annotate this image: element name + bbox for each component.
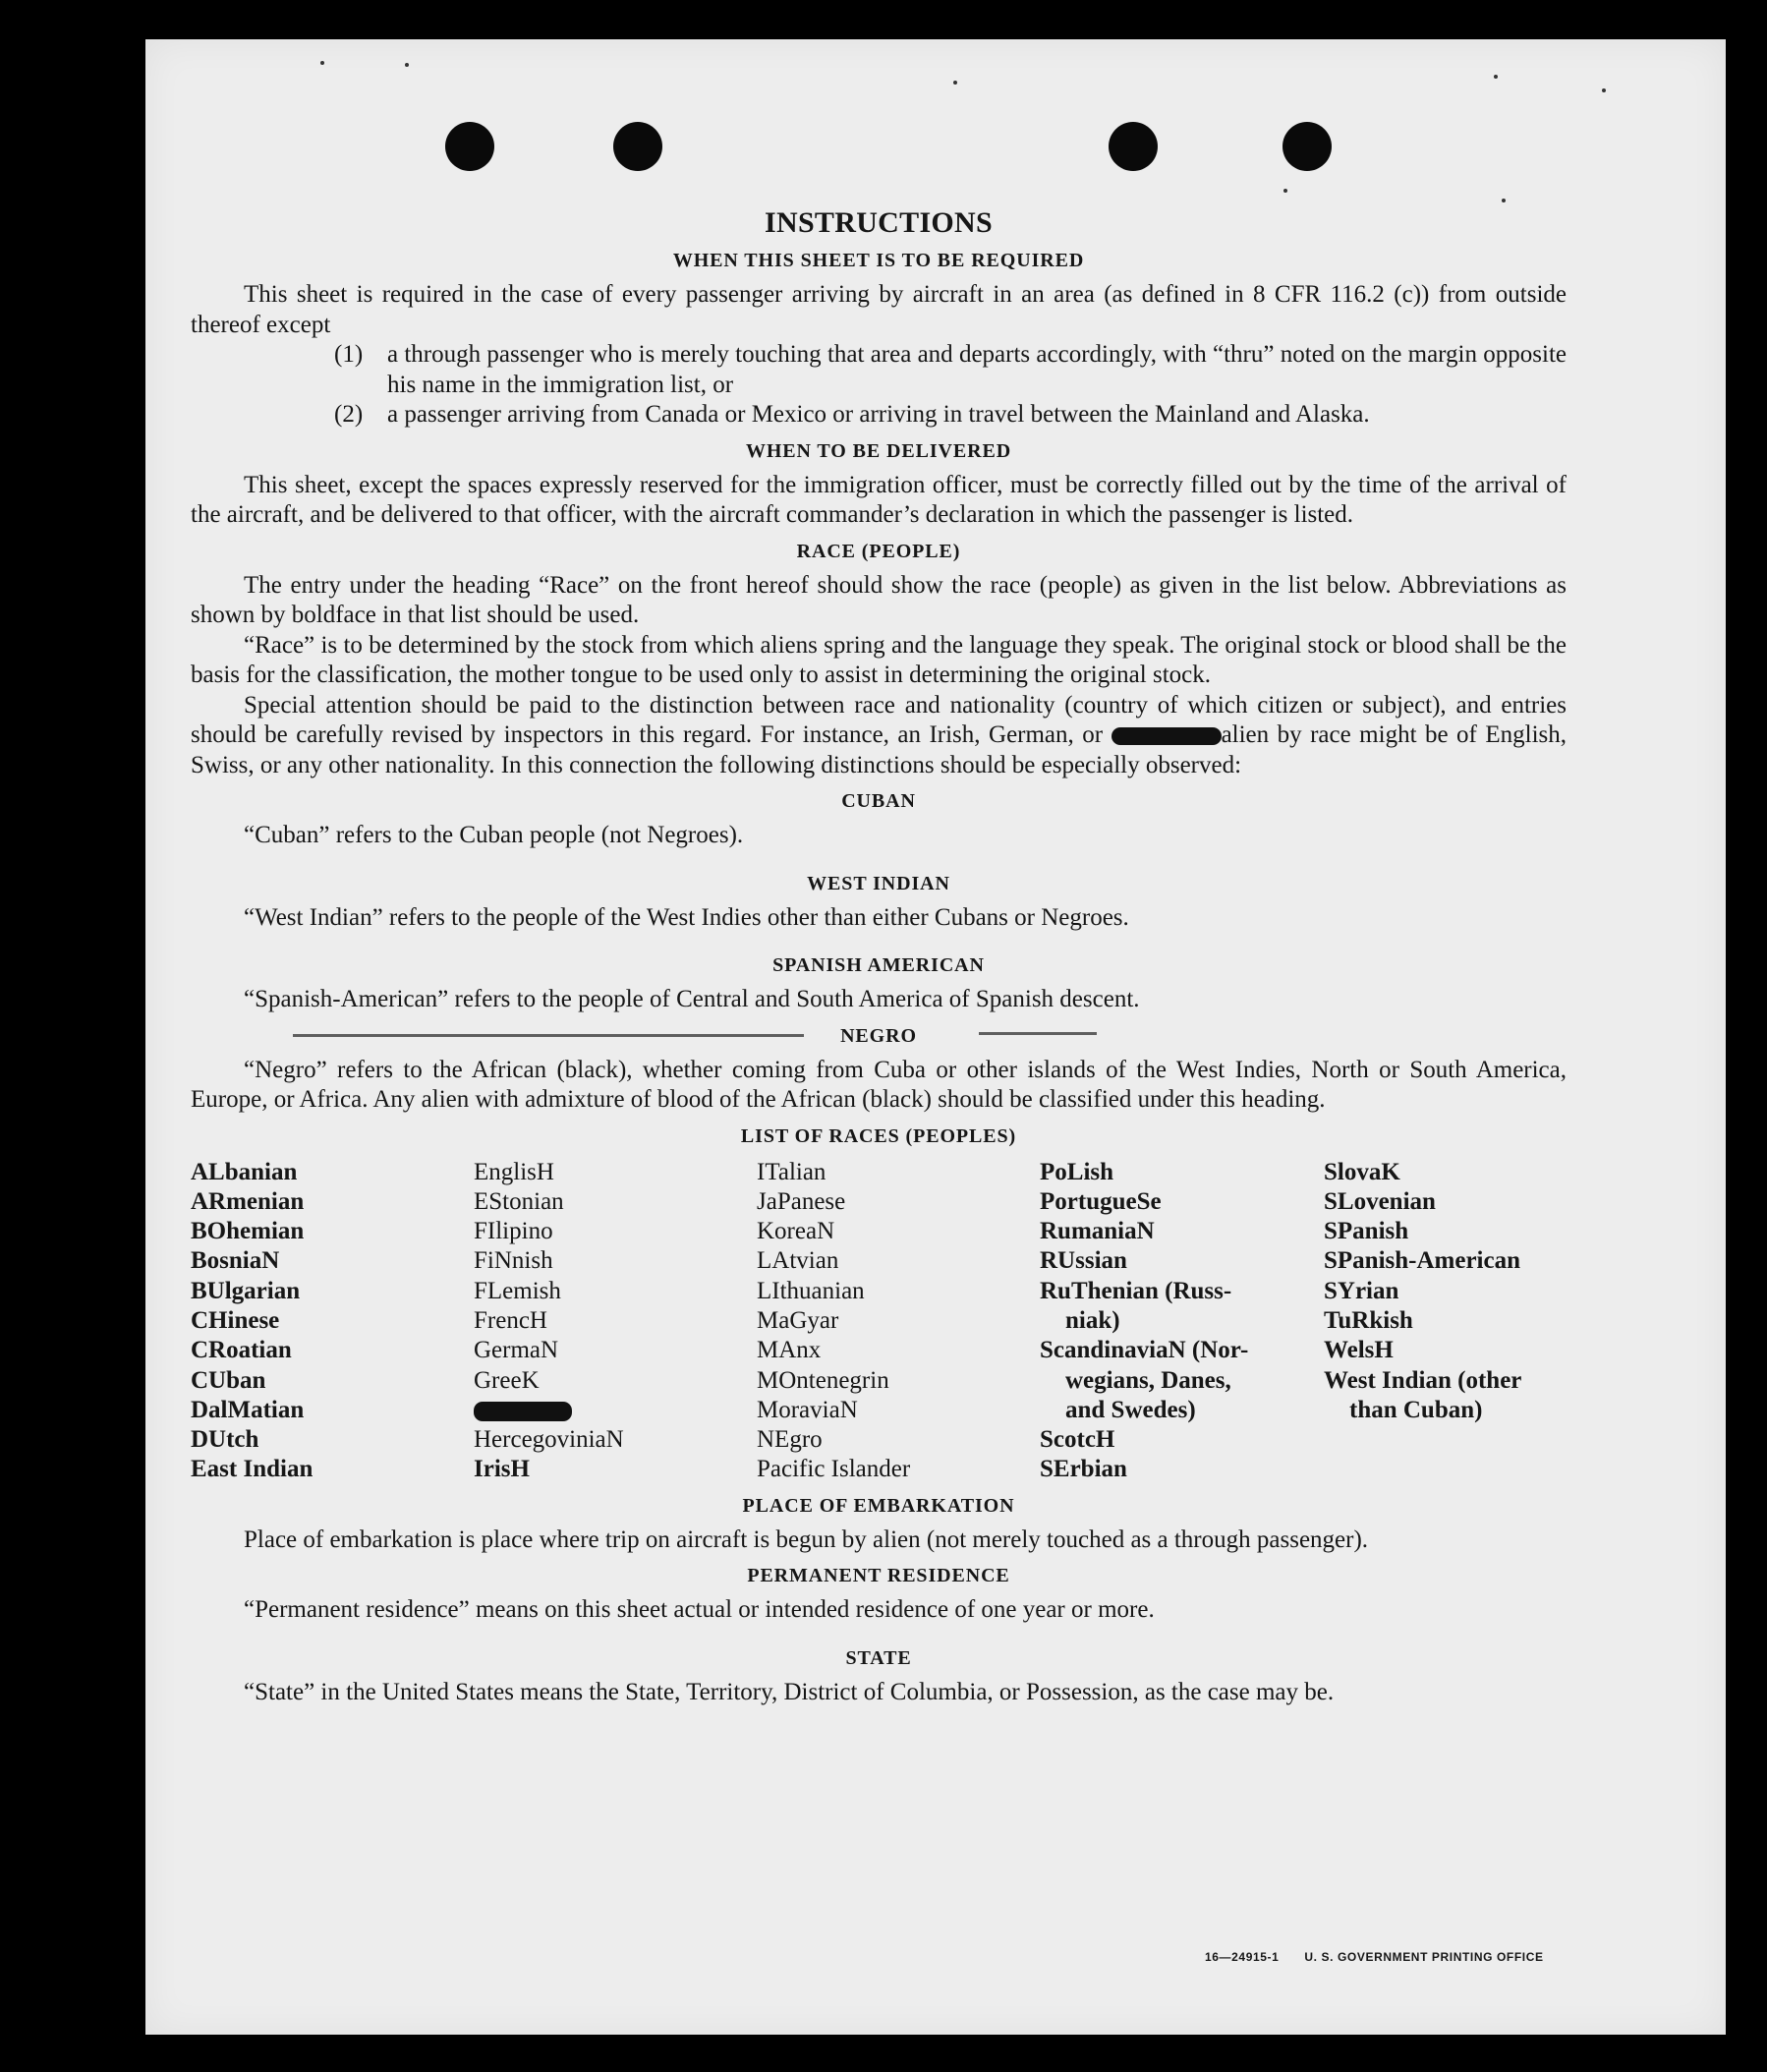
race-entry: MAnx [757,1337,822,1364]
west-indian-text: “West Indian” refers to the people of the West Indies other than either Cubans or Negroes. [244,903,1129,931]
place-of-embarkation-text: Place of embarkation is place where trip on aircraft is begun by alien (not merely touched as a through passenger). [244,1525,1369,1553]
race-entry: ScandinaviaN (Nor- [1040,1337,1249,1364]
punch-hole [613,122,662,171]
race-entry: FrencH [474,1306,547,1334]
form-number: 16—24915-1 [1205,1950,1280,1964]
speck [320,61,324,65]
when-required-text: This sheet is required in the case of every passenger arriving by aircraft in an area (as defined in 8 CFR 116.2 (c)) from outside thereof except [191,281,1567,338]
negro-text: “Negro” refers to the African (black), whether coming from Cuba or other islands of the West Indies, North or South America, Europe, or Africa. Any alien with admixture of blood of the African (black) should be classified under this heading. [191,1056,1567,1113]
race-paragraph: Special attention should be paid to the distinction between race and nationality (country of which citizen or subject), and entries should be carefully revised by inspectors in this regard. For instance, an Irish, German, or alien by race might be of English, Swiss, or any other nationality. In this connection the following distinctions should be especially observed: [191,691,1567,778]
state-text: “State” in the United States means the State, Territory, District of Columbia, or Possession, as the case may be. [244,1678,1335,1705]
race-entry: CHinese [191,1306,280,1334]
race-entry: BosniaN [191,1247,280,1275]
speck [1283,189,1287,193]
document-page [145,39,1726,2035]
race-entry: PoLish [1040,1158,1114,1185]
race-entry: niak) [1065,1306,1120,1334]
redaction-mark [474,1402,572,1421]
race-entry: CRoatian [191,1337,292,1364]
race-entry: ALbanian [191,1158,298,1185]
race-entry: TuRkish [1324,1306,1413,1334]
race-entry: MOntenegrin [757,1366,889,1394]
race-column [191,1158,474,1485]
race-entry: SlovaK [1324,1158,1400,1185]
speck [953,81,957,85]
race-paragraph: The entry under the heading “Race” on the front hereof should show the race (people) as given in the list below. Abbreviations as shown by boldface in that list should be used. [191,571,1567,628]
race-entry: ITalian [757,1158,826,1185]
race-entry: FIlipino [474,1218,553,1245]
race-entry: ScotcH [1040,1426,1115,1454]
race-entry: FiNnish [474,1247,553,1275]
race-entry: ARmenian [191,1187,305,1215]
heading-spanish-american: SPANISH AMERICAN [772,954,985,976]
race-entry: GermaN [474,1337,559,1364]
spanish-american-text: “Spanish-American” refers to the people of Central and South America of Spanish descent. [244,986,1140,1012]
heading-place-of-embarkation: PLACE OF EMBARKATION [742,1494,1015,1517]
race-entry: West Indian (other [1324,1366,1522,1394]
race-entry: SPanish-American [1324,1247,1520,1275]
speck [1602,88,1606,92]
race-entry: JaPanese [757,1187,846,1215]
speck [1502,199,1506,202]
race-entry: NEgro [757,1426,823,1454]
race-entry: KoreaN [757,1218,835,1245]
race-entry: SPanish [1324,1218,1409,1245]
speck [405,63,409,67]
heading-when-required: WHEN THIS SHEET IS TO BE REQUIRED [672,250,1085,271]
race-list [191,1158,1567,1485]
permanent-residence-text: “Permanent residence” means on this sheet actual or intended residence of one year or more. [244,1596,1155,1624]
race-entry: DUtch [191,1426,259,1454]
print-footer [1205,1950,1569,1964]
redaction-mark [1112,727,1222,745]
race-entry: HercegoviniaN [474,1426,624,1454]
exception-list [191,340,1567,431]
race-entry: RuThenian (Russ- [1040,1277,1232,1304]
race-entry: EnglisH [474,1158,554,1185]
race-entry: WelsH [1324,1337,1394,1364]
punch-hole [1109,122,1158,171]
race-entry: LIthuanian [757,1277,865,1304]
heading-negro: NEGRO [840,1024,917,1047]
page-title: INSTRUCTIONS [765,206,993,239]
race-entry: SErbian [1040,1456,1127,1483]
punch-hole [1282,122,1332,171]
race-entry: PortugueSe [1040,1187,1162,1215]
race-entry: BUlgarian [191,1277,301,1304]
instructions-content [191,206,1567,1707]
race-entry: IrisH [474,1456,530,1483]
race-entry: MaGyar [757,1306,839,1334]
race-entry: RumaniaN [1040,1218,1155,1245]
exception-item: (2) a passenger arriving from Canada or Mexico or arriving in travel between the Mainland and Alaska. [334,401,1370,428]
race-entry: LAtvian [757,1247,839,1275]
race-entry: GreeK [474,1366,540,1394]
race-entry: SLovenian [1324,1187,1436,1215]
race-entry-redacted [474,1396,757,1425]
race-column [474,1158,757,1485]
race-entry: EStonian [474,1187,564,1215]
printer-imprint: U. S. GOVERNMENT PRINTING OFFICE [1304,1950,1544,1964]
cuban-text: “Cuban” refers to the Cuban people (not Negroes). [244,822,744,848]
heading-race: RACE (PEOPLE) [796,540,961,562]
heading-list-of-races: LIST OF RACES (PEOPLES) [740,1124,1017,1147]
race-entry: East Indian [191,1456,314,1483]
heading-when-delivered: WHEN TO BE DELIVERED [745,439,1012,462]
heading-west-indian: WEST INDIAN [807,872,950,894]
race-column [1324,1158,1567,1485]
race-entry: Pacific Islander [757,1456,911,1483]
race-entry: than Cuban) [1349,1396,1483,1423]
punch-hole [445,122,494,171]
race-column [757,1158,1040,1485]
speck [1494,75,1498,79]
heading-permanent-residence: PERMANENT RESIDENCE [747,1565,1010,1587]
race-entry: RUssian [1040,1247,1127,1275]
race-entry: wegians, Danes, [1065,1366,1231,1394]
race-entry: BOhemian [191,1218,305,1245]
when-delivered-text: This sheet, except the spaces expressly reserved for the immigration officer, must be correctly filled out by the time of the arrival of the aircraft, and be delivered to that officer, with the aircraft commander’s declaration in which the passenger is listed. [191,471,1567,528]
race-entry: CUban [191,1366,266,1394]
heading-state: STATE [845,1646,912,1669]
heading-cuban: CUBAN [841,790,916,812]
race-entry: and Swedes) [1065,1396,1196,1423]
race-entry: SYrian [1324,1277,1399,1304]
race-entry: MoraviaN [757,1396,858,1423]
exception-item: (1) a through passenger who is merely touching that area and departs accordingly, with “thru” noted on the margin opposite his name in the immigration list, or [334,341,1567,398]
race-entry: FLemish [474,1277,561,1304]
race-column [1040,1158,1324,1485]
race-entry: DalMatian [191,1396,305,1423]
race-paragraph: “Race” is to be determined by the stock from which aliens spring and the language they speak. The original stock or blood shall be the basis for the classification, the mother tongue to be used only to assist in determining the original stock. [191,631,1567,688]
